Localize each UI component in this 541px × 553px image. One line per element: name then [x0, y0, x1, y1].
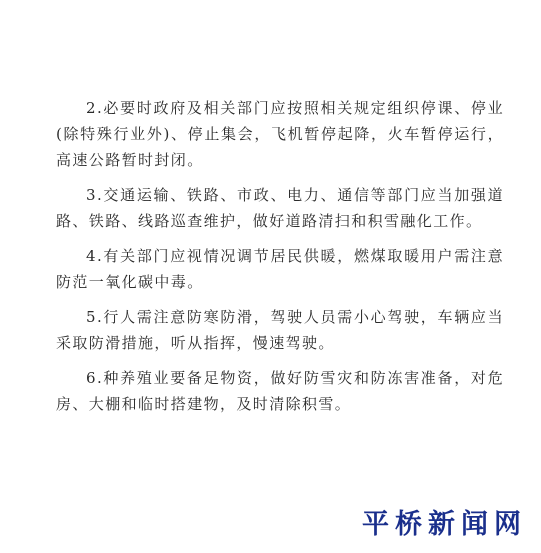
paragraph-item-4: 4.有关部门应视情况调节居民供暖，燃煤取暖用户需注意防范一氧化碳中毒。 — [56, 247, 504, 291]
document-body — [56, 95, 504, 426]
paragraph-item-6: 6.种养殖业要备足物资，做好防雪灾和防冻害准备，对危房、大棚和临时搭建物，及时清除积雪。 — [56, 369, 504, 413]
watermark-logo: 平桥新闻网 — [362, 509, 527, 540]
paragraph-item-5: 5.行人需注意防寒防滑，驾驶人员需小心驾驶，车辆应当采取防滑措施，听从指挥，慢速驾驶。 — [56, 308, 504, 352]
paragraph-item-3: 3.交通运输、铁路、市政、电力、通信等部门应当加强道路、铁路、线路巡查维护，做好道路清扫和积雪融化工作。 — [56, 186, 504, 230]
paragraph-item-2: 2.必要时政府及相关部门应按照相关规定组织停课、停业(除特殊行业外)、停止集会，飞机暂停起降，火车暂停运行，高速公路暂时封闭。 — [56, 99, 504, 169]
